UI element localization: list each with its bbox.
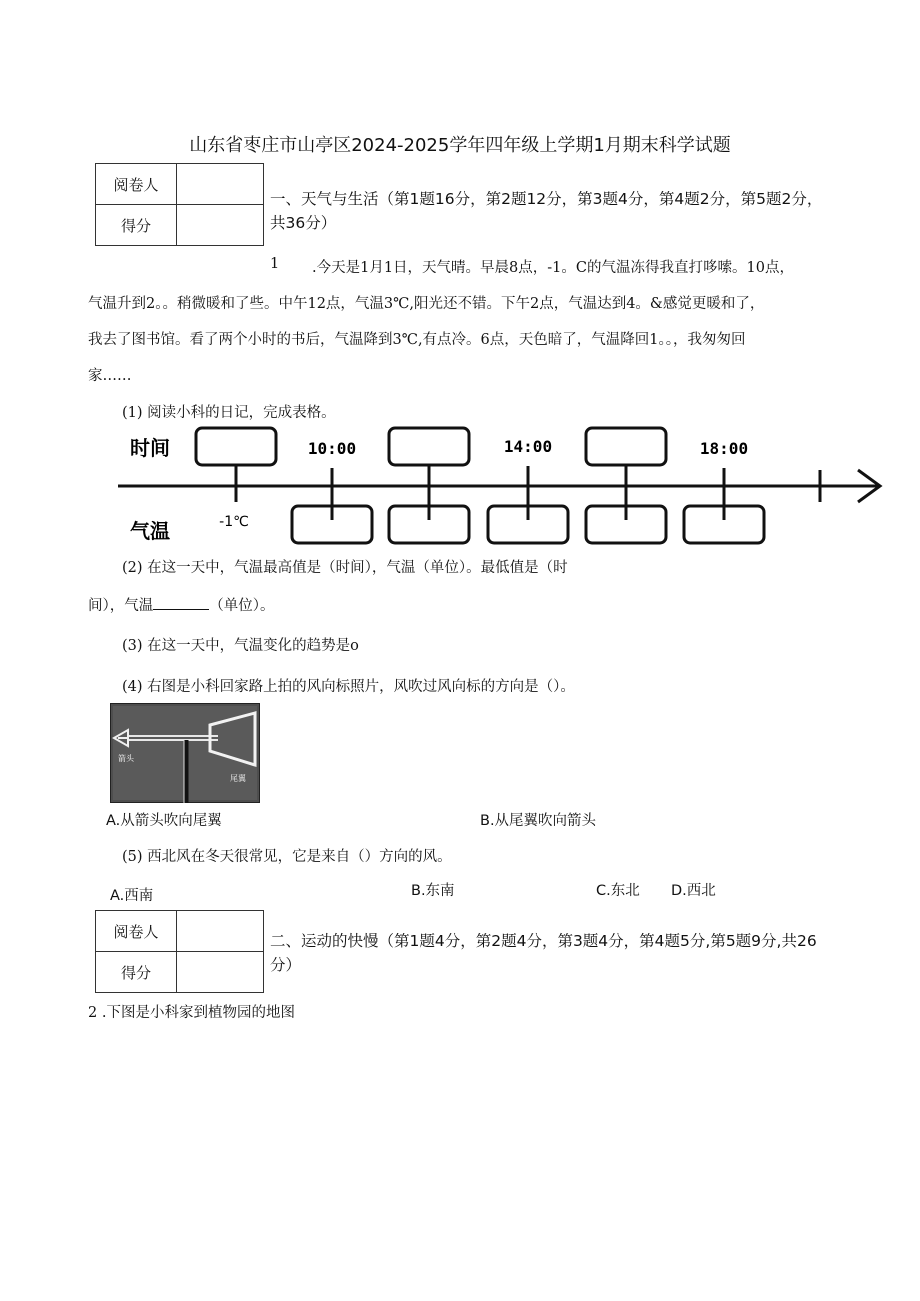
diary-line-2: 气温升到2。。稍微暖和了些。中午12点，气温3℃,阳光还不错。下午2点，气温达到4。&感觉更暖和了， [88,296,765,312]
arrow-label: 箭头 [118,754,134,763]
tail-label: 尾翼 [230,774,246,783]
time-label-1800: 18:00 [699,439,749,458]
score-table-2 [95,910,264,993]
page-title: 山东省枣庄市山亭区2024-2025学年四年级上学期1月期末科学试题 [189,135,731,156]
diary-line-4: 家…… [88,368,132,384]
time-box-3[interactable] [586,428,666,465]
temperature-blank[interactable] [153,595,209,610]
temp-row-label: 气温 [130,519,170,543]
section2-heading-cont: 分） [270,956,302,974]
diary-line-1: .今天是1月1日，天气晴。早晨8点，-1。C的气温冻得我直打哆嗦。10点， [312,260,794,276]
score-field-2[interactable] [177,952,264,993]
question-2: 2 .下图是小科家到植物园的地图 [88,1005,295,1021]
reviewer-label-2: 阅卷人 [96,911,177,952]
sub2-text-a: 间），气温 [88,598,154,614]
time-box-2[interactable] [389,428,469,465]
sub-question-4: (4) 右图是小科回家路上拍的风向标照片，风吹过风向标的方向是（）。 [122,679,575,695]
option-4b[interactable]: B.从尾翼吹向箭头 [480,813,597,829]
sub2-text-b: （单位）。 [209,598,275,614]
time-box-1[interactable] [196,428,276,465]
section1-heading-cont: 共36分） [270,214,337,232]
option-5c[interactable]: C.东北 [596,883,640,899]
weather-vane-photo [110,703,260,803]
sub-question-5: (5) 西北风在冬天很常见，它是来自（）方向的风。 [122,849,452,865]
first-temp-label: -1℃ [219,514,249,530]
option-4a[interactable]: A.从箭头吹向尾翼 [106,813,222,829]
score-field[interactable] [177,205,264,246]
sub-question-2-cont [88,594,275,615]
timeline-diagram [0,420,920,550]
section2-heading: 二、运动的快慢（第1题4分，第2题4分，第3题4分，第4题5分,第5题9分,共26 [270,932,817,950]
score-label-2: 得分 [96,952,177,993]
question-1-number: 1 [270,256,280,272]
option-5d[interactable]: D.西北 [671,883,716,899]
section1-heading: 一、天气与生活（第1题16分，第2题12分，第3题4分，第4题2分，第5题2分， [270,190,823,208]
reviewer-field[interactable] [177,164,264,205]
option-5b[interactable]: B.东南 [411,883,455,899]
score-table-1 [95,163,264,246]
score-label: 得分 [96,205,177,246]
sub-question-3: (3) 在这一天中，气温变化的趋势是o [122,638,359,654]
diary-line-3: 我去了图书馆。看了两个小时的书后，气温降到3℃,有点冷。6点，天色暗了，气温降回1。。，我匆匆回 [88,332,746,348]
sub-question-2: (2) 在这一天中，气温最高值是（时间），气温（单位）。最低值是（时 [122,560,568,576]
sub-question-1: (1) 阅读小科的日记，完成表格。 [122,405,336,421]
option-5a[interactable]: A.西南 [110,888,154,904]
reviewer-field-2[interactable] [177,911,264,952]
time-label-1400: 14:00 [503,437,553,456]
reviewer-label: 阅卷人 [96,164,177,205]
time-label-1000: 10:00 [307,439,357,458]
time-row-label: 时间 [130,436,170,460]
